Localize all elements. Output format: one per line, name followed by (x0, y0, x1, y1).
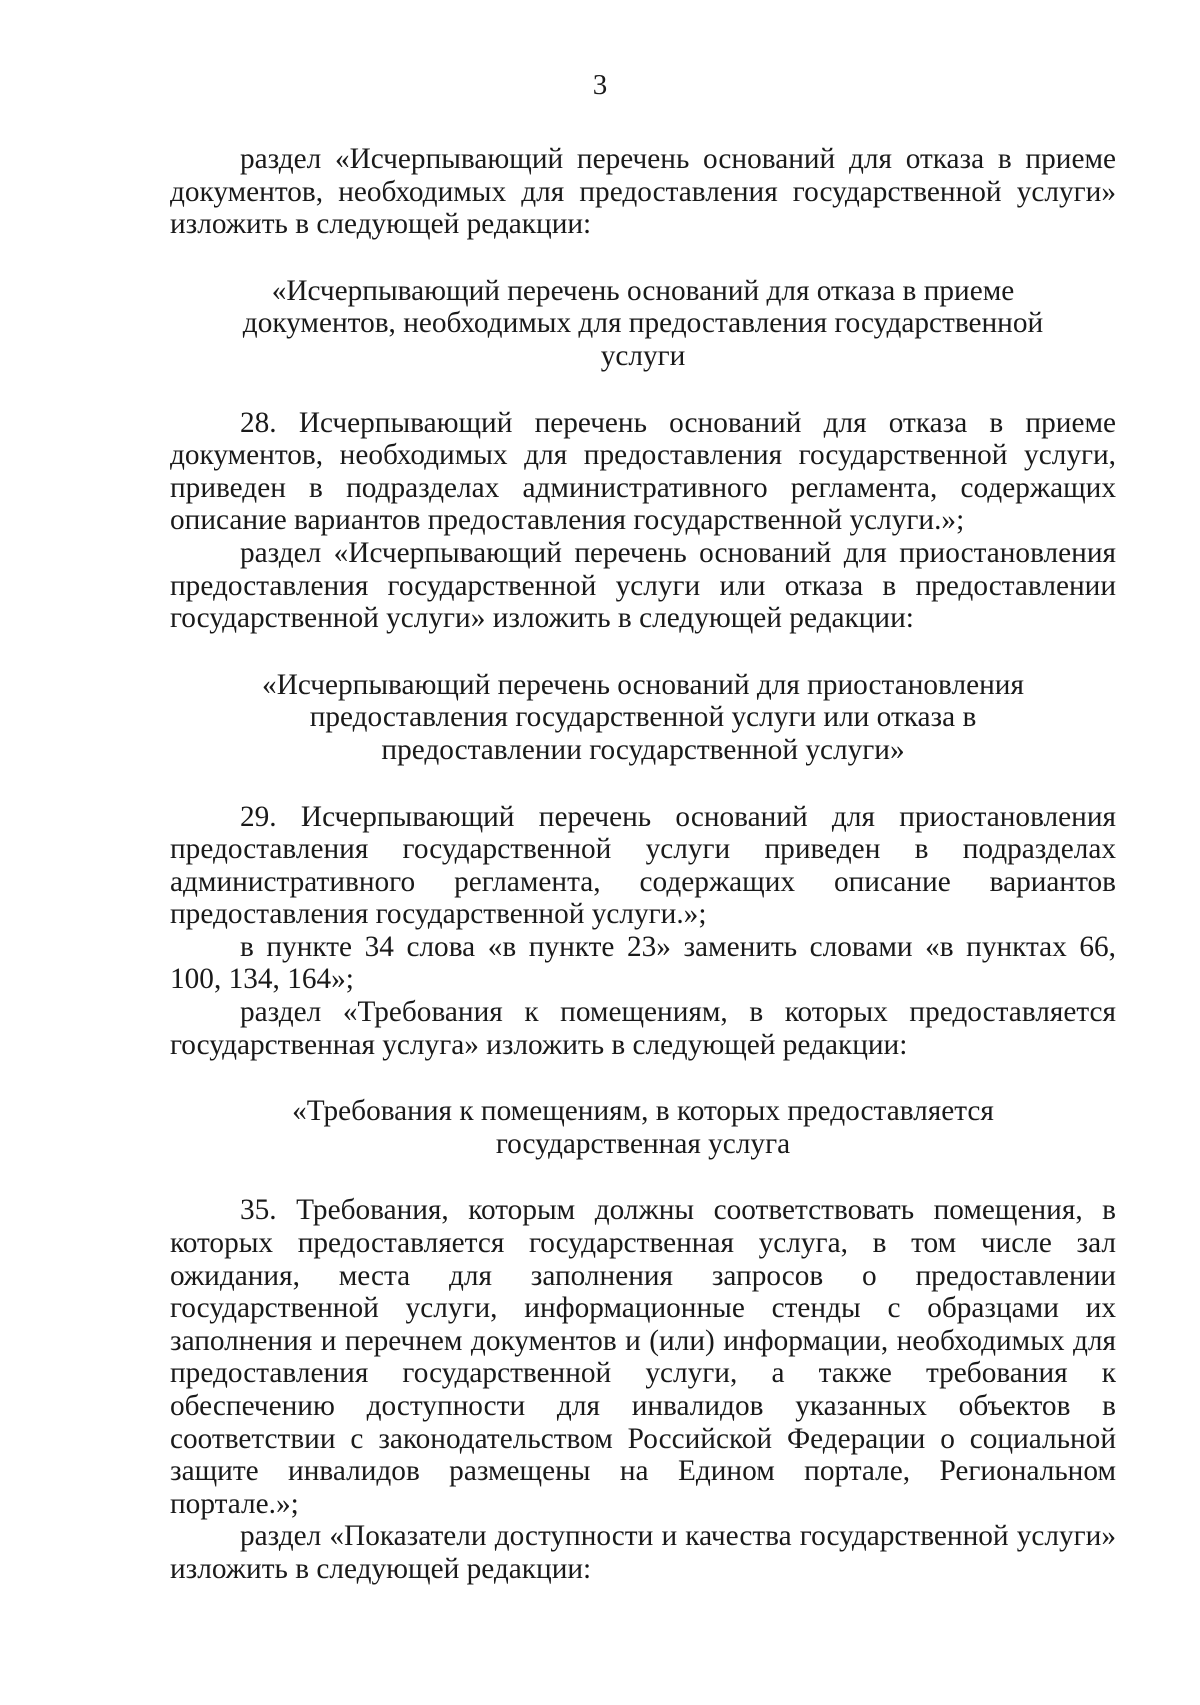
heading-suspension-grounds: «Исчерпывающий перечень оснований для приостановления предоставления государственной услуги или отказа в предоставлении государственной услуги» (262, 668, 1024, 766)
paragraph-item-29: 29. Исчерпывающий перечень оснований для приостановления предоставления государственной услуги приведен в подразделах административного регламента, содержащих описание вариантов предоставления государственной услуги.»; (170, 800, 1116, 931)
paragraph-item-28: 28. Исчерпывающий перечень оснований для отказа в приеме документов, необходимых для предоставления государственной услуги, приведен в подразделах административного регламента, содержащих описание вариантов предоставления государственной услуги.»; (170, 406, 1116, 537)
paragraph-section-suspension-intro: раздел «Исчерпывающий перечень оснований для приостановления предоставления государственной услуги или отказа в предоставлении государственной услуги» изложить в следующей редакции: (170, 536, 1116, 635)
heading-premises-requirements: «Требования к помещениям, в которых предоставляется государственная услуга (292, 1095, 994, 1160)
paragraph-section-premises-intro: раздел «Требования к помещениям, в которых предоставляется государственная услуга» изложить в следующей редакции: (170, 996, 1116, 1061)
page-number: 3 (592, 69, 608, 101)
paragraph-section-refusal-intro: раздел «Исчерпывающий перечень оснований для отказа в приеме документов, необходимых для предоставления государственной услуги» изложить в следующей редакции: (170, 143, 1116, 241)
paragraph-item-34-amendment: в пункте 34 слова «в пункте 23» заменить словами «в пунктах 66, 100, 134, 164»; (170, 930, 1116, 996)
paragraph-section-quality-intro: раздел «Показатели доступности и качества государственной услуги» изложить в следующей редакции: (170, 1520, 1116, 1585)
paragraph-item-35: 35. Требования, которым должны соответствовать помещения, в которых предоставляется государственная услуга, в том числе зал ожидания, места для заполнения запросов о предоставлении государственной услуги, информационные стенды с образцами их заполнения и перечнем документов и (или) информации, необходимых для предоставления государственной услуги, а также требования к обеспечению доступности для инвалидов указанных объектов в соответствии с законодательством Российской Федерации о социальной защите инвалидов размещены на Едином портале, Региональном портале.»; (170, 1194, 1116, 1520)
document-body (170, 143, 1116, 1586)
heading-refusal-grounds: «Исчерпывающий перечень оснований для отказа в приеме документов, необходимых для предоставления государственной услуги (242, 274, 1044, 372)
